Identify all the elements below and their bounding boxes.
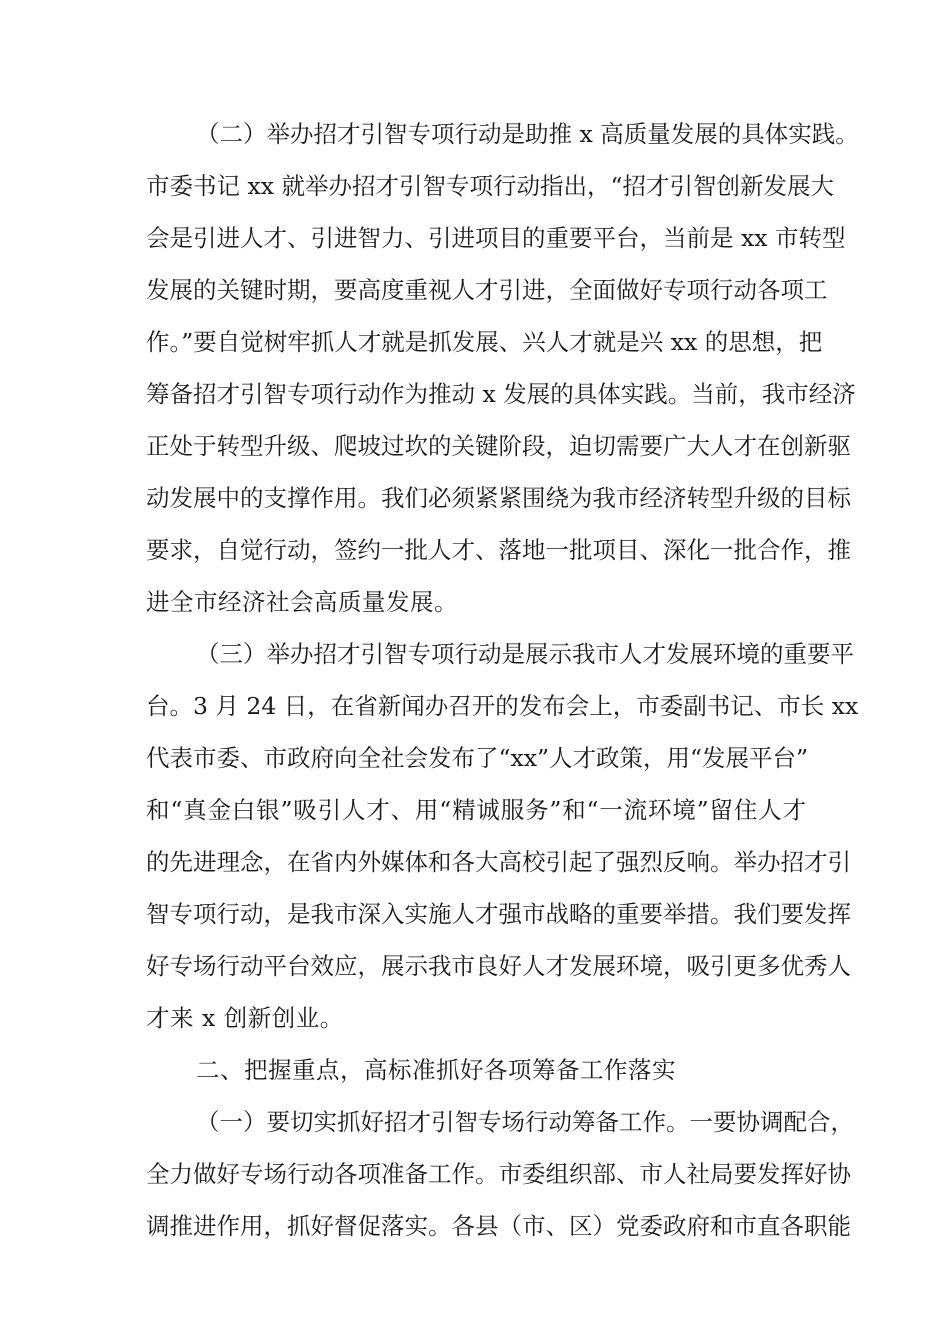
text-line: 动发展中的支撑作用。我们必须紧紧围绕为我市经济转型升级的目标 — [146, 484, 851, 512]
text-line: （二）举办招才引智专项行动是助推 x 高质量发展的具体实践。 — [196, 120, 859, 148]
text-line: 才来 x 创新创业。 — [146, 1004, 344, 1032]
text-line: 好专场行动平台效应，展示我市良好人才发展环境，吸引更多优秀人 — [146, 952, 851, 980]
text-line: 发展的关键时期，要高度重视人才引进，全面做好专项行动各项工 — [146, 276, 828, 304]
text-line: 和“真金白银”吸引人才、用“精诚服务”和“一流环境”留住人才 — [146, 796, 806, 824]
text-line: 市委书记 xx 就举办招才引智专项行动指出，“招才引智创新发展大 — [146, 172, 834, 200]
text-line: 的先进理念，在省内外媒体和各大高校引起了强烈反响。举办招才引 — [146, 848, 851, 876]
text-line: 要求，自觉行动，签约一批人才、落地一批项目、深化一批合作，推 — [146, 536, 851, 564]
text-line: 作。”要自觉树牢抓人才就是抓发展、兴人才就是兴 xx 的思想，把 — [146, 328, 823, 356]
section-heading: 二、把握重点，高标准抓好各项筹备工作落实 — [196, 1056, 676, 1084]
text-line: 会是引进人才、引进智力、引进项目的重要平台，当前是 xx 市转型 — [146, 224, 846, 252]
text-line: 全力做好专场行动各项准备工作。市委组织部、市人社局要发挥好协 — [146, 1160, 851, 1188]
text-line: 筹备招才引智专项行动作为推动 x 发展的具体实践。当前，我市经济 — [146, 380, 856, 408]
text-line: 台。3 月 24 日，在省新闻办召开的发布会上，市委副书记、市长 xx — [146, 692, 859, 720]
text-line: 进全市经济社会高质量发展。 — [146, 588, 458, 616]
text-line: 正处于转型升级、爬坡过坎的关键阶段，迫切需要广大人才在创新驱 — [146, 432, 851, 460]
text-line: 代表市委、市政府向全社会发布了“xx”人才政策，用“发展平台” — [146, 744, 809, 772]
text-line: （三）举办招才引智专项行动是展示我市人才发展环境的重要平 — [196, 640, 854, 668]
text-line: （一）要切实抓好招才引智专场行动筹备工作。一要协调配合， — [196, 1108, 854, 1136]
text-line: 调推进作用，抓好督促落实。各县（市、区）党委政府和市直各职能 — [146, 1212, 851, 1240]
text-line: 智专项行动，是我市深入实施人才强市战略的重要举措。我们要发挥 — [146, 900, 851, 928]
